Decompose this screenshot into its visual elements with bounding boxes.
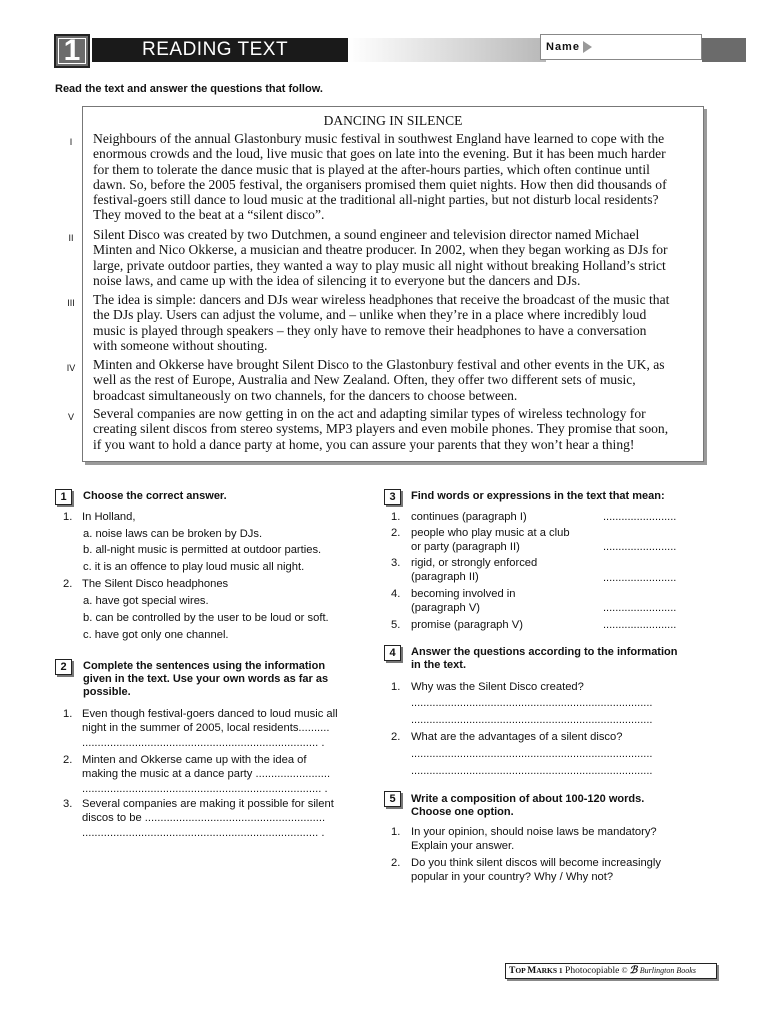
question-number: 1. [63,708,73,720]
exercise-number: 3 [384,489,401,505]
answer-option[interactable]: a. have got special wires. [83,595,209,607]
brand-letter: T [509,966,516,976]
unit-number-badge [54,34,90,68]
question-number: 2. [391,731,401,743]
exercise-title [411,646,677,672]
text-line: becoming involved in [411,588,516,600]
page-title: READING TEXT [92,38,348,62]
footer-credit [505,963,717,979]
title-line: given in the text. Use your own words as far as [83,673,329,685]
publisher-logo-icon: ℬ [629,965,638,976]
answer-line[interactable]: ........................ [603,572,677,584]
item-number: 2. [391,527,401,539]
text-line: the DJs play. Users can adjust the volume, and – unlike when they’re in a place where incredibly loud [93,307,647,323]
unit-number: 1 [63,34,81,67]
answer-option[interactable]: b. can be controlled by the user to be loud or soft. [83,612,329,624]
brand-small: ARKS 1 [536,966,563,975]
answer-line[interactable]: ........................ [603,602,677,614]
arrow-right-icon [583,41,592,53]
text-line: They moved to the beat at a “silent disco”. [93,207,325,223]
paragraph-number: IV [66,363,76,373]
text-line: Neighbours of the annual Glastonbury music festival in southwest England have learned to cope with the [93,131,665,146]
exercise-title [411,793,644,819]
option-number: 1. [391,826,401,838]
answer-line[interactable]: ............................................................................... [411,765,653,777]
question-number: 2. [63,754,73,766]
text-line: Several companies are now getting in on the act and adapting similar types of wireless technology for [93,406,646,421]
title-line: Answer the questions according to the information [411,646,678,658]
item-number: 1. [391,511,401,523]
question-text: What are the advantages of a silent disco? [411,731,623,743]
text-line: Explain your answer. [411,839,515,852]
paragraph-number: V [67,412,74,422]
exercise-number: 5 [384,791,401,807]
answer-option[interactable]: c. it is an offence to play loud music all night. [83,561,305,573]
exercise-title [83,660,328,699]
text-line: (paragraph V) [411,601,481,614]
text-line: In your opinion, should noise laws be mandatory? [411,826,657,838]
text-line: The idea is simple: dancers and DJs wear wireless headphones that receive the broadcast of the music that [93,292,670,307]
paragraph-5 [93,406,698,452]
title-line: in the text. [411,659,467,671]
text-line[interactable]: night in the summer of 2005, local residents.......... [82,721,330,734]
paragraph-number: III [67,298,75,308]
text-line: (paragraph II) [411,570,479,583]
question-text: In Holland, [82,511,136,523]
question-number: 2. [63,578,73,590]
instructions: Read the text and answer the questions that follow. [55,83,323,95]
answer-option[interactable]: b. all-night music is permitted at outdoor parties. [83,544,322,556]
text-line: rigid, or strongly enforced [411,557,538,569]
text-line: creating silent discos from stereo systems, MP3 players and even mobile phones. They promise that soon, [93,421,669,437]
text-line[interactable]: discos to be .......................................................... [82,811,326,824]
sentence-text [82,708,338,751]
text-line: people who play music at a club [411,527,570,539]
paragraph-1 [93,131,698,223]
question-number: 3. [63,798,73,810]
brand-letter: M [527,966,537,976]
item-text [411,588,515,615]
text-line: or party (paragraph II) [411,540,520,553]
publisher-name: Burlington Books [639,966,696,975]
item-number: 3. [391,557,401,569]
answer-line[interactable]: ........................ [603,511,677,523]
text-line: festival-goers still dance to loud music at the traditional all-night parties, but not disturb local residents? [93,192,659,208]
text-line: Silent Disco was created by two Dutchmen, a sound engineer and television director named Michael [93,227,640,242]
answer-option[interactable]: c. have got only one channel. [83,629,229,641]
question-number: 1. [391,681,401,693]
text-line: enormous crowds and the loud, live music that goes on late into the evening. But it has been much harder [93,146,666,162]
exercise-number: 1 [55,489,72,505]
answer-line[interactable]: ............................................................................... [411,714,653,726]
option-text [411,857,661,884]
brand-small: OP [515,966,528,975]
item-number: 4. [391,588,401,600]
header-end-bar [702,38,746,62]
sentence-text [82,754,330,797]
title-line: Choose one option. [411,806,514,818]
title-line: possible. [83,686,131,698]
text-line: Minten and Nico Okkerse, a musician and theatre producer. In 2002, when they began working as DJs for [93,242,668,258]
answer-line[interactable]: ............................................................................ . [82,827,325,839]
text-line: for them to tolerate the dance music that is played at the after-hours parties, which often continue until [93,161,650,177]
answer-option[interactable]: a. noise laws can be broken by DJs. [83,528,263,540]
text-line: Minten and Okkerse have brought Silent Disco to the Glastonbury festival and other events in the UK, as [93,357,665,372]
text-line: broadcast simultaneously on two channels, for the dancers to choose between. [93,387,518,403]
paragraph-3 [93,292,698,353]
text-line: Minten and Okkerse came up with the idea of [82,754,307,766]
answer-line[interactable]: ............................................................................. . [82,783,328,795]
item-text [411,527,570,554]
text-line[interactable]: making the music at a dance party ........................ [82,767,331,780]
paragraph-number: II [68,233,74,243]
text-line: with someone without shouting. [93,337,268,353]
paragraph-number: I [69,137,73,147]
question-number: 1. [63,511,73,523]
title-line: Write a composition of about 100-120 words. [411,793,645,805]
answer-line[interactable]: ............................................................................ . [82,737,325,749]
title-gradient-bar [348,38,546,62]
text-line: if you want to hold a dance party at home, you can assure your parents that they won’t hear a thing! [93,436,635,452]
answer-line[interactable]: ............................................................................... [411,697,653,709]
exercise-number: 4 [384,645,401,661]
text-line: Several companies are making it possible for silent [82,798,334,810]
reading-title: DANCING IN SILENCE [323,113,463,128]
option-number: 2. [391,857,401,869]
exercise-title: Find words or expressions in the text that mean: [411,490,665,502]
title-line: Complete the sentences using the information [83,660,326,672]
text-line: noise laws, and came up with the idea of silencing it to everyone but the dancers and DJs. [93,272,581,288]
option-text [411,826,657,853]
copyright-mark: © [619,966,630,975]
text-line: Even though festival-goers danced to loud music all [82,708,338,720]
item-text: continues (paragraph I) [411,511,527,523]
answer-line[interactable]: ............................................................................... [411,748,653,760]
brand-name [509,966,563,976]
sentence-text [82,798,334,841]
exercise-title: Choose the correct answer. [83,490,227,502]
answer-line[interactable]: ........................ [603,619,677,631]
answer-line[interactable]: ........................ [603,541,677,553]
paragraph-4 [93,357,698,403]
text-line: well as the rest of Europe, Australia and New Zealand. Often, they offer two different sets of music, [93,372,636,388]
name-label: Name [546,41,580,53]
text-line: Do you think silent discos will become increasingly [411,857,661,869]
exercise-number: 2 [55,659,72,675]
photocopiable-label: Photocopiable [562,966,620,976]
text-line: large, private outdoor parties, they wanted a way to play music all night without breaking Holland’s strict [93,257,666,273]
paragraph-2 [93,227,698,288]
question-text: Why was the Silent Disco created? [411,681,584,693]
text-line: dawn. So, before the 2005 festival, the organisers promised them quiet nights. How then did thousands of [93,176,667,192]
item-text [411,557,537,584]
text-line: popular in your country? Why / Why not? [411,870,614,883]
item-text: promise (paragraph V) [411,619,523,631]
question-text: The Silent Disco headphones [82,578,229,590]
text-line: music is played through speakers – they only have to remove their headphones to have a conversation [93,322,647,338]
unit-number-frame [58,38,86,64]
item-number: 5. [391,619,401,631]
